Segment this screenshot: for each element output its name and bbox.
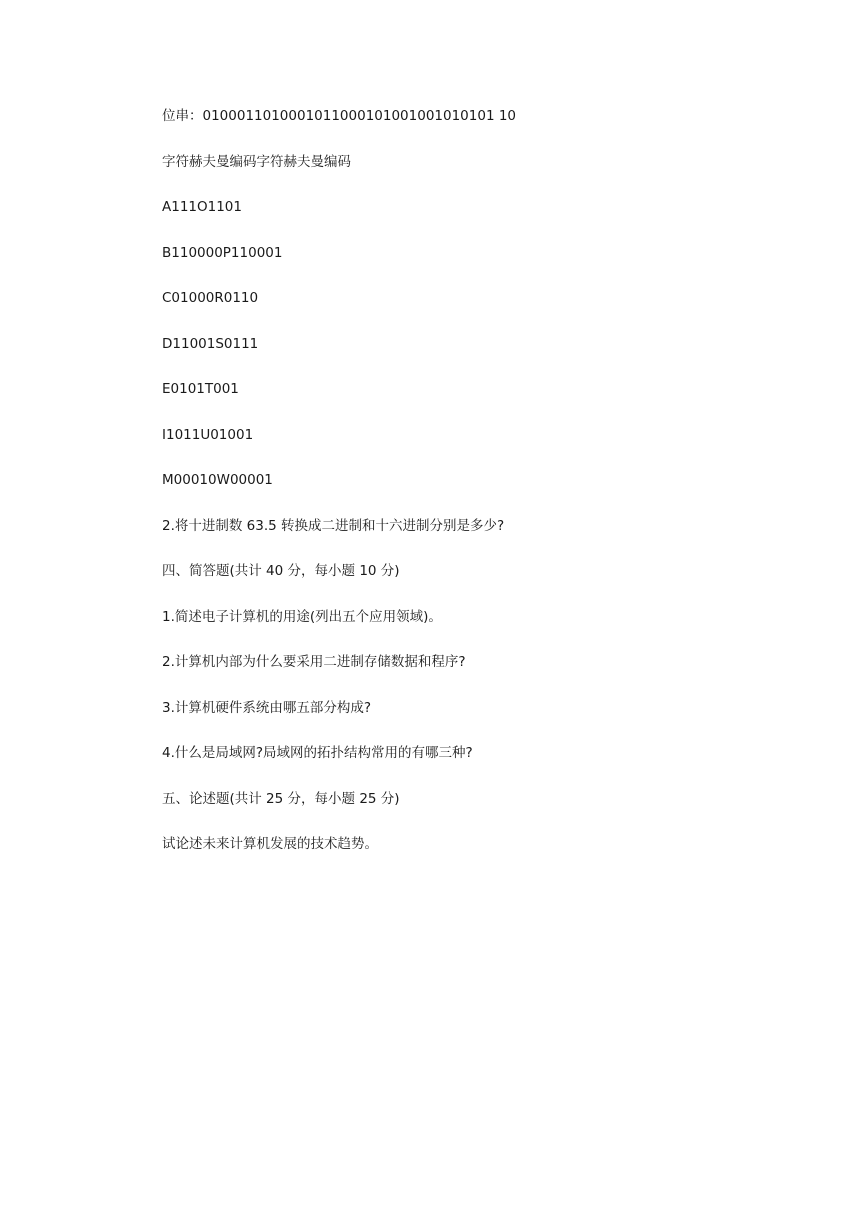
section-heading-short-answer: 四、简答题(共计 40 分，每小题 10 分): [162, 563, 400, 579]
huffman-row-e-t: E0101T001: [162, 381, 239, 397]
huffman-row-a-o: A111O1101: [162, 199, 242, 215]
section-heading-essay: 五、论述题(共计 25 分，每小题 25 分): [162, 790, 400, 807]
huffman-table-header: 字符赫夫曼编码字符赫夫曼编码: [162, 153, 351, 170]
huffman-row-i-u: I1011U01001: [162, 426, 254, 443]
essay-question: 试论述未来计算机发展的技术趋势。: [162, 836, 378, 852]
huffman-row-c-r: C01000R0110: [162, 290, 259, 306]
question-decimal-conversion: 2.将十进制数 63.5 转换成二进制和十六进制分别是多少?: [162, 517, 505, 534]
short-answer-question-2: 2.计算机内部为什么要采用二进制存储数据和程序?: [162, 654, 466, 670]
huffman-row-d-s: D11001S0111: [162, 335, 259, 352]
short-answer-question-3: 3.计算机硬件系统由哪五部分构成?: [162, 699, 372, 716]
short-answer-question-4: 4.什么是局域网?局域网的拓扑结构常用的有哪三种?: [162, 745, 473, 761]
huffman-row-m-w: M00010W00001: [162, 472, 273, 488]
bit-string-line: 位串：0100011010001011000101001001010101 10: [162, 108, 516, 124]
huffman-row-b-p: B110000P110001: [162, 244, 283, 261]
short-answer-question-1: 1.简述电子计算机的用途(列出五个应用领域)。: [162, 608, 442, 625]
document-body: [162, 106, 762, 880]
